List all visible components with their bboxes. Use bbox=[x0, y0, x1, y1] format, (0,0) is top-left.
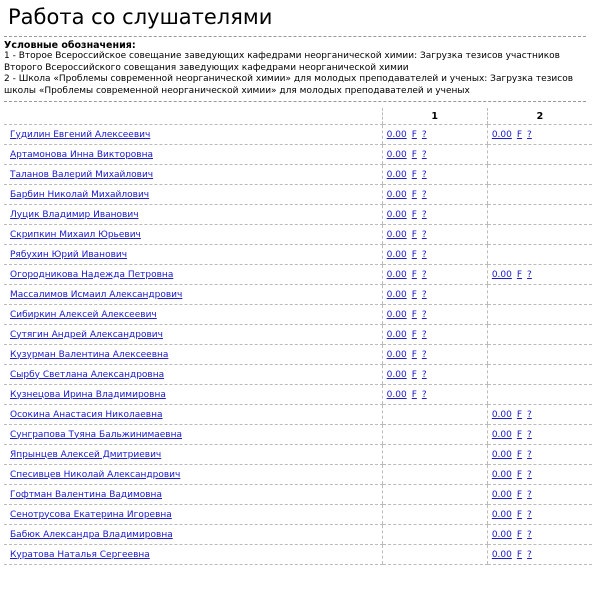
score-link[interactable]: 0.00 bbox=[491, 429, 512, 440]
column-1-cell bbox=[382, 505, 487, 525]
file-link[interactable]: F bbox=[411, 129, 417, 140]
table-row bbox=[4, 265, 592, 285]
column-2-cell bbox=[487, 525, 592, 545]
column-2-cell bbox=[487, 465, 592, 485]
score-link[interactable]: 0.00 bbox=[386, 249, 407, 260]
table-row bbox=[4, 245, 592, 265]
name-cell bbox=[4, 385, 382, 405]
score-link[interactable]: 0.00 bbox=[386, 189, 407, 200]
column-2-cell bbox=[487, 325, 592, 345]
table-row bbox=[4, 365, 592, 385]
table-row bbox=[4, 505, 592, 525]
listener-name-link[interactable]: Таланов Валерий Михайлович bbox=[10, 169, 154, 180]
table-row bbox=[4, 525, 592, 545]
help-link[interactable]: ? bbox=[421, 209, 427, 220]
listener-name-link[interactable]: Япрынцев Алексей Дмитриевич bbox=[10, 449, 162, 460]
file-link[interactable]: F bbox=[516, 409, 523, 420]
file-link[interactable]: F bbox=[411, 389, 417, 400]
name-cell bbox=[4, 265, 382, 285]
help-link[interactable]: ? bbox=[527, 469, 532, 480]
file-link[interactable]: F bbox=[516, 429, 523, 440]
help-link[interactable]: ? bbox=[527, 129, 532, 140]
listener-name-link[interactable]: Сырбу Светлана Александровна bbox=[10, 369, 165, 380]
column-1-cell bbox=[382, 385, 487, 405]
table-row bbox=[4, 485, 592, 505]
table-row bbox=[4, 345, 592, 365]
file-link[interactable]: F bbox=[411, 369, 417, 380]
column-2-cell bbox=[487, 405, 592, 425]
listener-name-link[interactable]: Бабюк Александра Владимировна bbox=[10, 529, 173, 540]
help-link[interactable]: ? bbox=[421, 269, 427, 280]
score-link[interactable]: 0.00 bbox=[386, 309, 407, 320]
file-link[interactable]: F bbox=[516, 269, 523, 280]
help-link[interactable]: ? bbox=[421, 189, 427, 200]
table-row bbox=[4, 225, 592, 245]
score-link[interactable]: 0.00 bbox=[386, 329, 407, 340]
column-1-cell bbox=[382, 285, 487, 305]
name-cell bbox=[4, 145, 382, 165]
file-link[interactable]: F bbox=[411, 149, 417, 160]
legend-item-1: 1 - Второе Всероссийское совещание заведующих кафедрами неорганической химии: Загрузка тезисов участников Второго Всероссийского совещания заведующих кафедрами неорганической химии bbox=[4, 51, 560, 73]
table-row bbox=[4, 185, 592, 205]
help-link[interactable]: ? bbox=[527, 429, 532, 440]
score-link[interactable]: 0.00 bbox=[386, 349, 407, 360]
name-cell bbox=[4, 345, 382, 365]
column-2-cell bbox=[487, 365, 592, 385]
listener-name-link[interactable]: Куратова Наталья Сергеевна bbox=[10, 549, 150, 560]
file-link[interactable]: F bbox=[516, 549, 523, 560]
listener-name-link[interactable]: Сенотрусова Екатерина Игоревна bbox=[10, 509, 172, 520]
column-2-cell bbox=[487, 545, 592, 565]
file-link[interactable]: F bbox=[516, 489, 523, 500]
listeners-table bbox=[4, 108, 592, 565]
file-link[interactable]: F bbox=[411, 209, 417, 220]
file-link[interactable]: F bbox=[516, 449, 523, 460]
listener-name-link[interactable]: Кузурман Валентина Алексеевна bbox=[10, 349, 169, 360]
column-2-cell bbox=[487, 305, 592, 325]
listener-name-link[interactable]: Сибиркин Алексей Алексеевич bbox=[10, 309, 157, 320]
name-cell bbox=[4, 225, 382, 245]
table-row bbox=[4, 205, 592, 225]
column-1-cell bbox=[382, 265, 487, 285]
table-row bbox=[4, 385, 592, 405]
column-2-cell bbox=[487, 265, 592, 285]
column-2-cell bbox=[487, 345, 592, 365]
column-1-cell bbox=[382, 325, 487, 345]
column-1-cell bbox=[382, 545, 487, 565]
name-cell bbox=[4, 365, 382, 385]
column-header-1: 1 bbox=[382, 108, 487, 125]
file-link[interactable]: F bbox=[411, 349, 417, 360]
name-cell bbox=[4, 245, 382, 265]
file-link[interactable]: F bbox=[411, 329, 417, 340]
column-1-cell bbox=[382, 125, 487, 145]
column-1-cell bbox=[382, 305, 487, 325]
listener-name-link[interactable]: Барбин Николай Михайлович bbox=[10, 189, 150, 200]
column-2-cell bbox=[487, 205, 592, 225]
listener-name-link[interactable]: Гофтман Валентина Вадимовна bbox=[10, 489, 162, 500]
listener-name-link[interactable]: Скрипкин Михаил Юрьевич bbox=[10, 229, 141, 240]
name-cell bbox=[4, 505, 382, 525]
column-header-name bbox=[4, 108, 382, 125]
column-1-cell bbox=[382, 485, 487, 505]
column-2-cell bbox=[487, 425, 592, 445]
name-cell bbox=[4, 325, 382, 345]
score-link[interactable]: 0.00 bbox=[491, 269, 512, 280]
legend-item-2: 2 - Школа «Проблемы современной неорганической химии» для молодых преподавателей и ученых: Загрузка тезисов школы «Проблемы современной неорганической химии» для молодых преподавателей и ученых bbox=[4, 74, 574, 96]
file-link[interactable]: F bbox=[411, 309, 417, 320]
table-row bbox=[4, 145, 592, 165]
name-cell bbox=[4, 185, 382, 205]
score-link[interactable]: 0.00 bbox=[386, 129, 407, 140]
score-link[interactable]: 0.00 bbox=[491, 409, 512, 420]
help-link[interactable]: ? bbox=[421, 349, 427, 360]
column-2-cell bbox=[487, 485, 592, 505]
help-link[interactable]: ? bbox=[421, 289, 427, 300]
table-row bbox=[4, 425, 592, 445]
listener-name-link[interactable]: Сунграпова Туяна Бальжинимаевна bbox=[10, 429, 183, 440]
name-cell bbox=[4, 545, 382, 565]
column-1-cell bbox=[382, 525, 487, 545]
file-link[interactable]: F bbox=[411, 169, 417, 180]
score-link[interactable]: 0.00 bbox=[491, 529, 512, 540]
help-link[interactable]: ? bbox=[527, 549, 532, 560]
score-link[interactable]: 0.00 bbox=[491, 129, 512, 140]
column-1-cell bbox=[382, 245, 487, 265]
column-1-cell bbox=[382, 465, 487, 485]
score-link[interactable]: 0.00 bbox=[386, 169, 407, 180]
file-link[interactable]: F bbox=[411, 229, 417, 240]
help-link[interactable]: ? bbox=[421, 129, 427, 140]
listener-name-link[interactable]: Огородникова Надежда Петровна bbox=[10, 269, 174, 280]
table-row bbox=[4, 305, 592, 325]
table-body bbox=[4, 125, 592, 565]
column-2-cell bbox=[487, 245, 592, 265]
score-link[interactable]: 0.00 bbox=[491, 469, 512, 480]
column-1-cell bbox=[382, 205, 487, 225]
listener-name-link[interactable]: Осокина Анастасия Николаевна bbox=[10, 409, 163, 420]
listener-name-link[interactable]: Массалимов Исмаил Александрович bbox=[10, 289, 183, 300]
column-2-cell bbox=[487, 145, 592, 165]
help-link[interactable]: ? bbox=[527, 449, 532, 460]
column-1-cell bbox=[382, 185, 487, 205]
score-link[interactable]: 0.00 bbox=[386, 209, 407, 220]
column-2-cell bbox=[487, 445, 592, 465]
help-link[interactable]: ? bbox=[421, 229, 427, 240]
table-row bbox=[4, 325, 592, 345]
help-link[interactable]: ? bbox=[421, 249, 427, 260]
score-link[interactable]: 0.00 bbox=[386, 289, 407, 300]
column-header-2: 2 bbox=[487, 108, 592, 125]
listener-name-link[interactable]: Кузнецова Ирина Владимировна bbox=[10, 389, 166, 400]
listener-name-link[interactable]: Артамонова Инна Викторовна bbox=[10, 149, 154, 160]
column-1-cell bbox=[382, 425, 487, 445]
name-cell bbox=[4, 165, 382, 185]
column-2-cell bbox=[487, 385, 592, 405]
table-row bbox=[4, 465, 592, 485]
column-2-cell bbox=[487, 285, 592, 305]
file-link[interactable]: F bbox=[516, 469, 523, 480]
name-cell bbox=[4, 525, 382, 545]
legend bbox=[4, 36, 586, 102]
help-link[interactable]: ? bbox=[421, 149, 427, 160]
column-1-cell bbox=[382, 165, 487, 185]
name-cell bbox=[4, 285, 382, 305]
help-link[interactable]: ? bbox=[527, 509, 532, 520]
file-link[interactable]: F bbox=[516, 129, 523, 140]
file-link[interactable]: F bbox=[411, 189, 417, 200]
score-link[interactable]: 0.00 bbox=[386, 269, 407, 280]
name-cell bbox=[4, 445, 382, 465]
listener-name-link[interactable]: Сутягин Андрей Александрович bbox=[10, 329, 163, 340]
file-link[interactable]: F bbox=[411, 269, 417, 280]
help-link[interactable]: ? bbox=[527, 529, 532, 540]
column-2-cell bbox=[487, 505, 592, 525]
table-row bbox=[4, 545, 592, 565]
column-1-cell bbox=[382, 405, 487, 425]
table-row bbox=[4, 285, 592, 305]
name-cell bbox=[4, 485, 382, 505]
file-link[interactable]: F bbox=[411, 289, 417, 300]
file-link[interactable]: F bbox=[516, 509, 523, 520]
table-header-row bbox=[4, 108, 592, 125]
help-link[interactable]: ? bbox=[421, 389, 427, 400]
table-row bbox=[4, 125, 592, 145]
column-1-cell bbox=[382, 445, 487, 465]
column-1-cell bbox=[382, 345, 487, 365]
name-cell bbox=[4, 465, 382, 485]
help-link[interactable]: ? bbox=[421, 329, 427, 340]
help-link[interactable]: ? bbox=[527, 489, 532, 500]
column-2-cell bbox=[487, 225, 592, 245]
column-1-cell bbox=[382, 365, 487, 385]
score-link[interactable]: 0.00 bbox=[386, 389, 407, 400]
help-link[interactable]: ? bbox=[527, 409, 532, 420]
column-1-cell bbox=[382, 145, 487, 165]
score-link[interactable]: 0.00 bbox=[386, 149, 407, 160]
score-link[interactable]: 0.00 bbox=[491, 509, 512, 520]
help-link[interactable]: ? bbox=[421, 309, 427, 320]
listener-name-link[interactable]: Спесивцев Николай Александрович bbox=[10, 469, 181, 480]
listener-name-link[interactable]: Гудилин Евгений Алексеевич bbox=[10, 129, 151, 140]
table-row bbox=[4, 165, 592, 185]
score-link[interactable]: 0.00 bbox=[386, 229, 407, 240]
file-link[interactable]: F bbox=[411, 249, 417, 260]
column-2-cell bbox=[487, 185, 592, 205]
table-row bbox=[4, 405, 592, 425]
name-cell bbox=[4, 305, 382, 325]
file-link[interactable]: F bbox=[516, 529, 523, 540]
legend-heading: Условные обозначения: bbox=[4, 40, 136, 51]
help-link[interactable]: ? bbox=[421, 169, 427, 180]
name-cell bbox=[4, 425, 382, 445]
listener-name-link[interactable]: Рябухин Юрий Иванович bbox=[10, 249, 128, 260]
column-2-cell bbox=[487, 125, 592, 145]
score-link[interactable]: 0.00 bbox=[386, 369, 407, 380]
help-link[interactable]: ? bbox=[421, 369, 427, 380]
page-title: Работа со слушателями bbox=[8, 5, 273, 29]
table-row bbox=[4, 445, 592, 465]
column-1-cell bbox=[382, 225, 487, 245]
score-link[interactable]: 0.00 bbox=[491, 449, 512, 460]
name-cell bbox=[4, 125, 382, 145]
name-cell bbox=[4, 405, 382, 425]
name-cell bbox=[4, 205, 382, 225]
column-2-cell bbox=[487, 165, 592, 185]
score-link[interactable]: 0.00 bbox=[491, 549, 512, 560]
score-link[interactable]: 0.00 bbox=[491, 489, 512, 500]
help-link[interactable]: ? bbox=[527, 269, 532, 280]
listener-name-link[interactable]: Луцик Владимир Иванович bbox=[10, 209, 139, 220]
